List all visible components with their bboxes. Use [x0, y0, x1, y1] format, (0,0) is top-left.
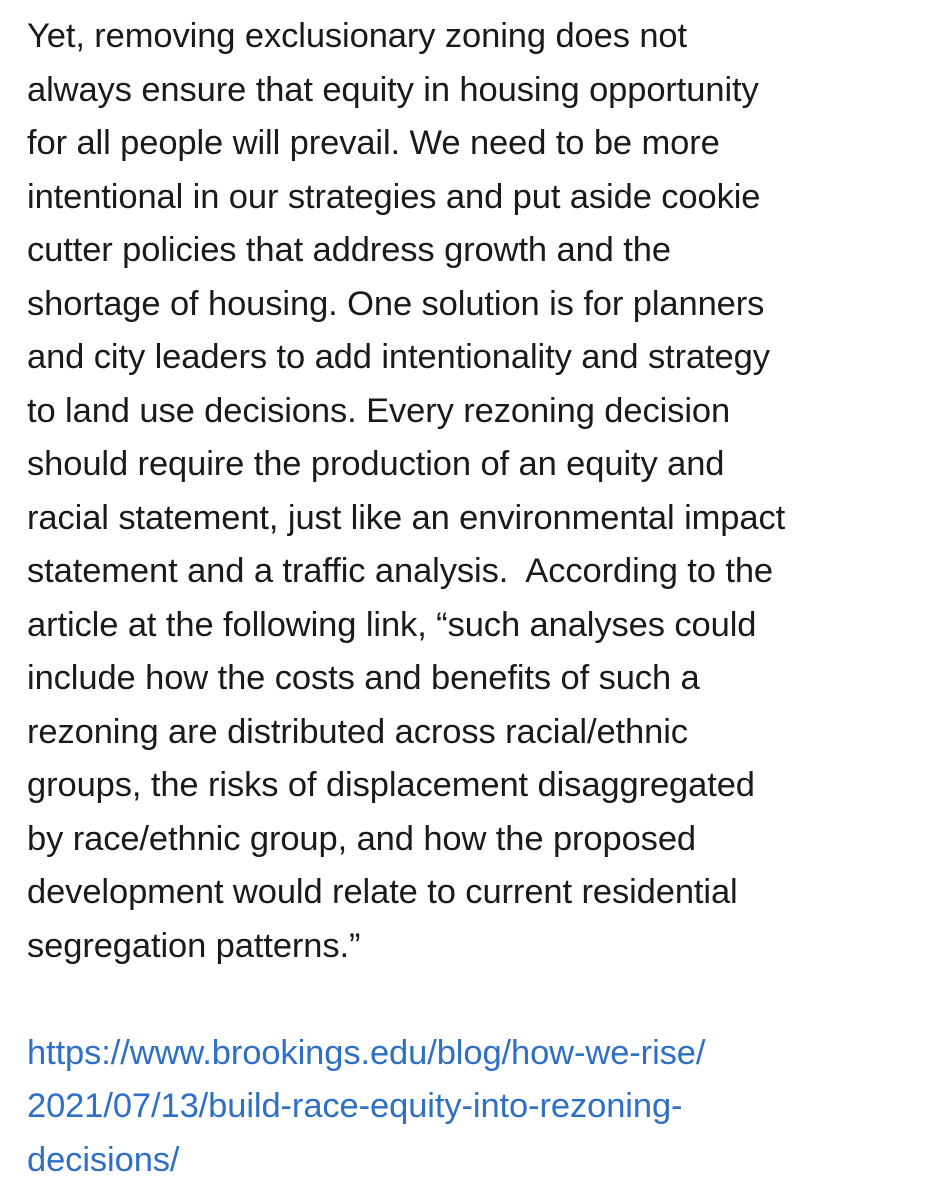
paragraph-line: shortage of housing. One solution is for planners [27, 284, 765, 323]
paragraph-line: intentional in our strategies and put aside cookie [27, 177, 761, 216]
paragraph-line: and city leaders to add intentionality and strategy [27, 338, 770, 376]
paragraph-line: segregation patterns.” [27, 926, 361, 965]
paragraph-line: always ensure that equity in housing opportunity [27, 70, 759, 109]
body-paragraph [27, 10, 907, 973]
paragraph-line: by race/ethnic group, and how the proposed [27, 819, 697, 858]
paragraph-line: to land use decisions. Every rezoning decision [27, 391, 731, 430]
paragraph-line: Yet, removing exclusionary zoning does not [27, 17, 688, 55]
document-body [27, 10, 907, 1187]
paragraph-line: cutter policies that address growth and the [27, 231, 671, 269]
link-line[interactable]: 2021/07/13/build-race-equity-into-rezoning- [27, 1087, 683, 1125]
paragraph-line: for all people will prevail. We need to be more [27, 124, 720, 162]
paragraph-line: racial statement, just like an environmental impact [27, 498, 786, 537]
link-line[interactable]: decisions/ [27, 1140, 180, 1179]
paragraph-line: groups, the risks of displacement disaggregated [27, 766, 755, 804]
paragraph-line: include how the costs and benefits of such a [27, 659, 700, 697]
brookings-article-link[interactable] [27, 1027, 907, 1188]
paragraph-line: should require the production of an equity and [27, 445, 725, 483]
paragraph-line: development would relate to current residential [27, 873, 738, 911]
paragraph-line: article at the following link, “such analyses could [27, 605, 757, 644]
paragraph-line: statement and a traffic analysis. According to the [27, 552, 774, 590]
link-line[interactable]: https://www.brookings.edu/blog/how-we-rise/ [27, 1033, 706, 1072]
paragraph-line: rezoning are distributed across racial/ethnic [27, 712, 688, 751]
